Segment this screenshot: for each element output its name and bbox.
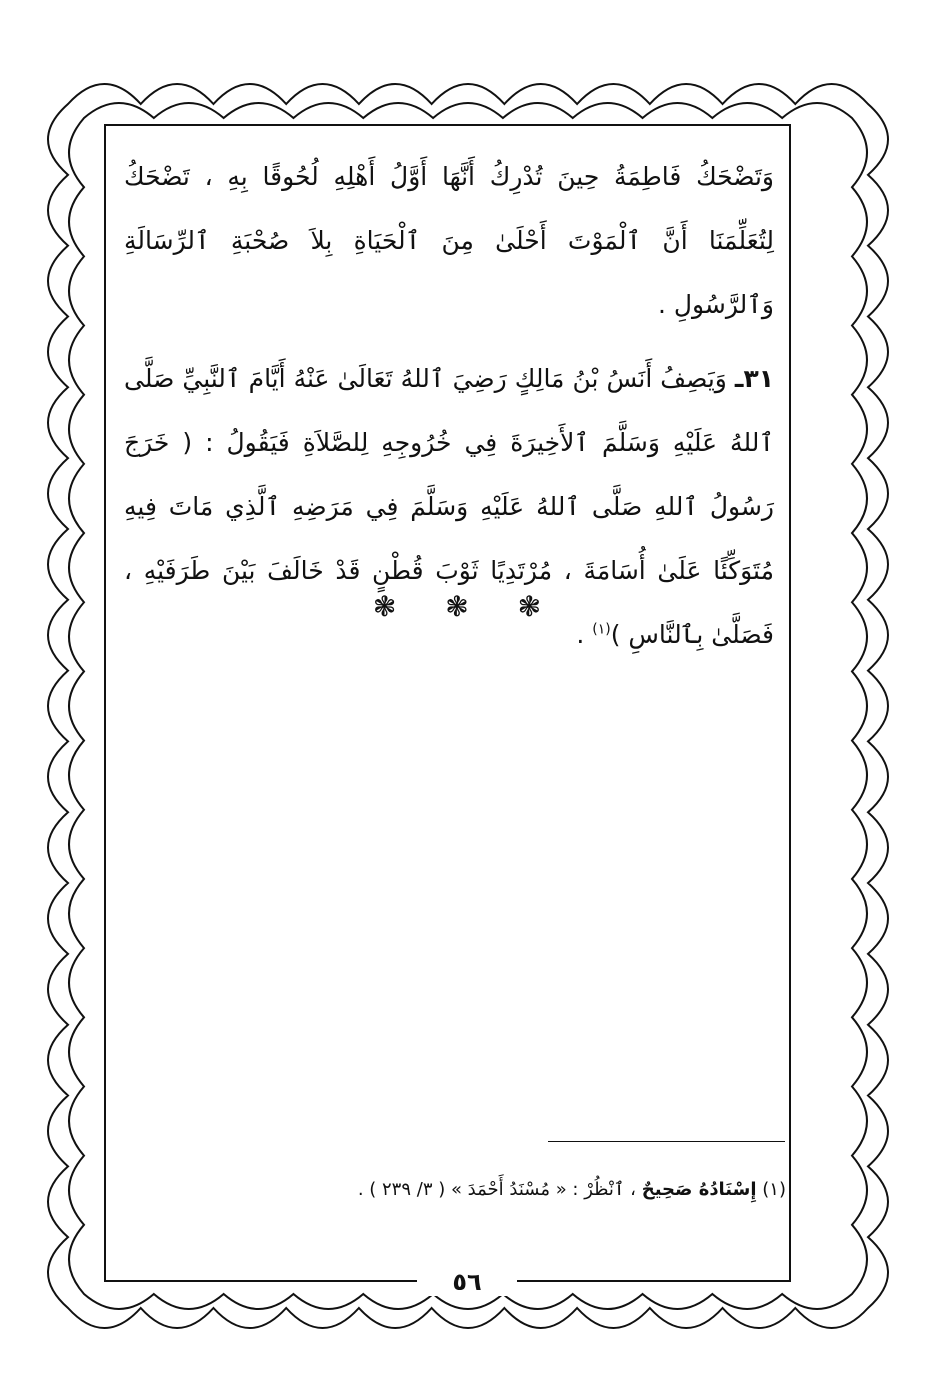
- hadith-end: .: [576, 620, 593, 649]
- paragraph: وَتَضْحَكُ فَاطِمَةُ حِينَ تُدْرِكُ أَنَّهَا أَوَّلُ أَهْلِهِ لُحُوقًا بِهِ ، تَضْحَكُ لِتُعَلِّمَنَا أَنَّ ٱلْمَوْتَ أَحْلَىٰ مِنَ ٱلْحَيَاةِ بِلاَ صُحْبَةِ ٱلرِّسَالَةِ وَٱلرَّسُولِ .: [124, 162, 774, 319]
- main-text: [124, 145, 774, 667]
- footnote-divider: [548, 1141, 785, 1142]
- hadith-text: وَيَصِفُ أَنَسُ بْنُ مَالِكٍ رَضِيَ ٱللهُ تَعَالَىٰ عَنْهُ أَيَّامَ ٱلنَّبِيِّ صَلَّى ٱللهُ عَلَيْهِ وَسَلَّمَ ٱلأَخِيرَةَ فِي خُرُوجِهِ لِلصَّلاَةِ فَيَقُولُ : ( خَرَجَ رَسُولُ ٱللهِ صَلَّى ٱللهُ عَلَيْهِ وَسَلَّمَ فِي مَرَضِهِ ٱلَّذِي مَاتَ فِيهِ مُتَوَكِّئًا عَلَىٰ أُسَامَةَ ، مُرْتَدِيًا ثَوْبَ قُطْنٍ قَدْ خَالَفَ بَيْنَ طَرَفَيْهِ ، فَصَلَّىٰ بِٱلنَّاسِ ): [124, 364, 774, 649]
- section-separator: ❃ ❃ ❃: [372, 590, 562, 623]
- hadith-number: ٣١ـ: [734, 364, 774, 393]
- footnote-reference: (١): [592, 621, 611, 638]
- footnote: [124, 1176, 786, 1204]
- footnote-label: إِسْنَادُهُ صَحِيحٌ: [641, 1179, 757, 1200]
- page-number: ٥٦: [417, 1268, 517, 1296]
- footnote-marker: (١): [762, 1179, 786, 1200]
- footnote-text: ، ٱنْظُرْ : « مُسْنَدُ أَحْمَدَ » ( ٣/ ٢٣٩ ) .: [357, 1179, 636, 1200]
